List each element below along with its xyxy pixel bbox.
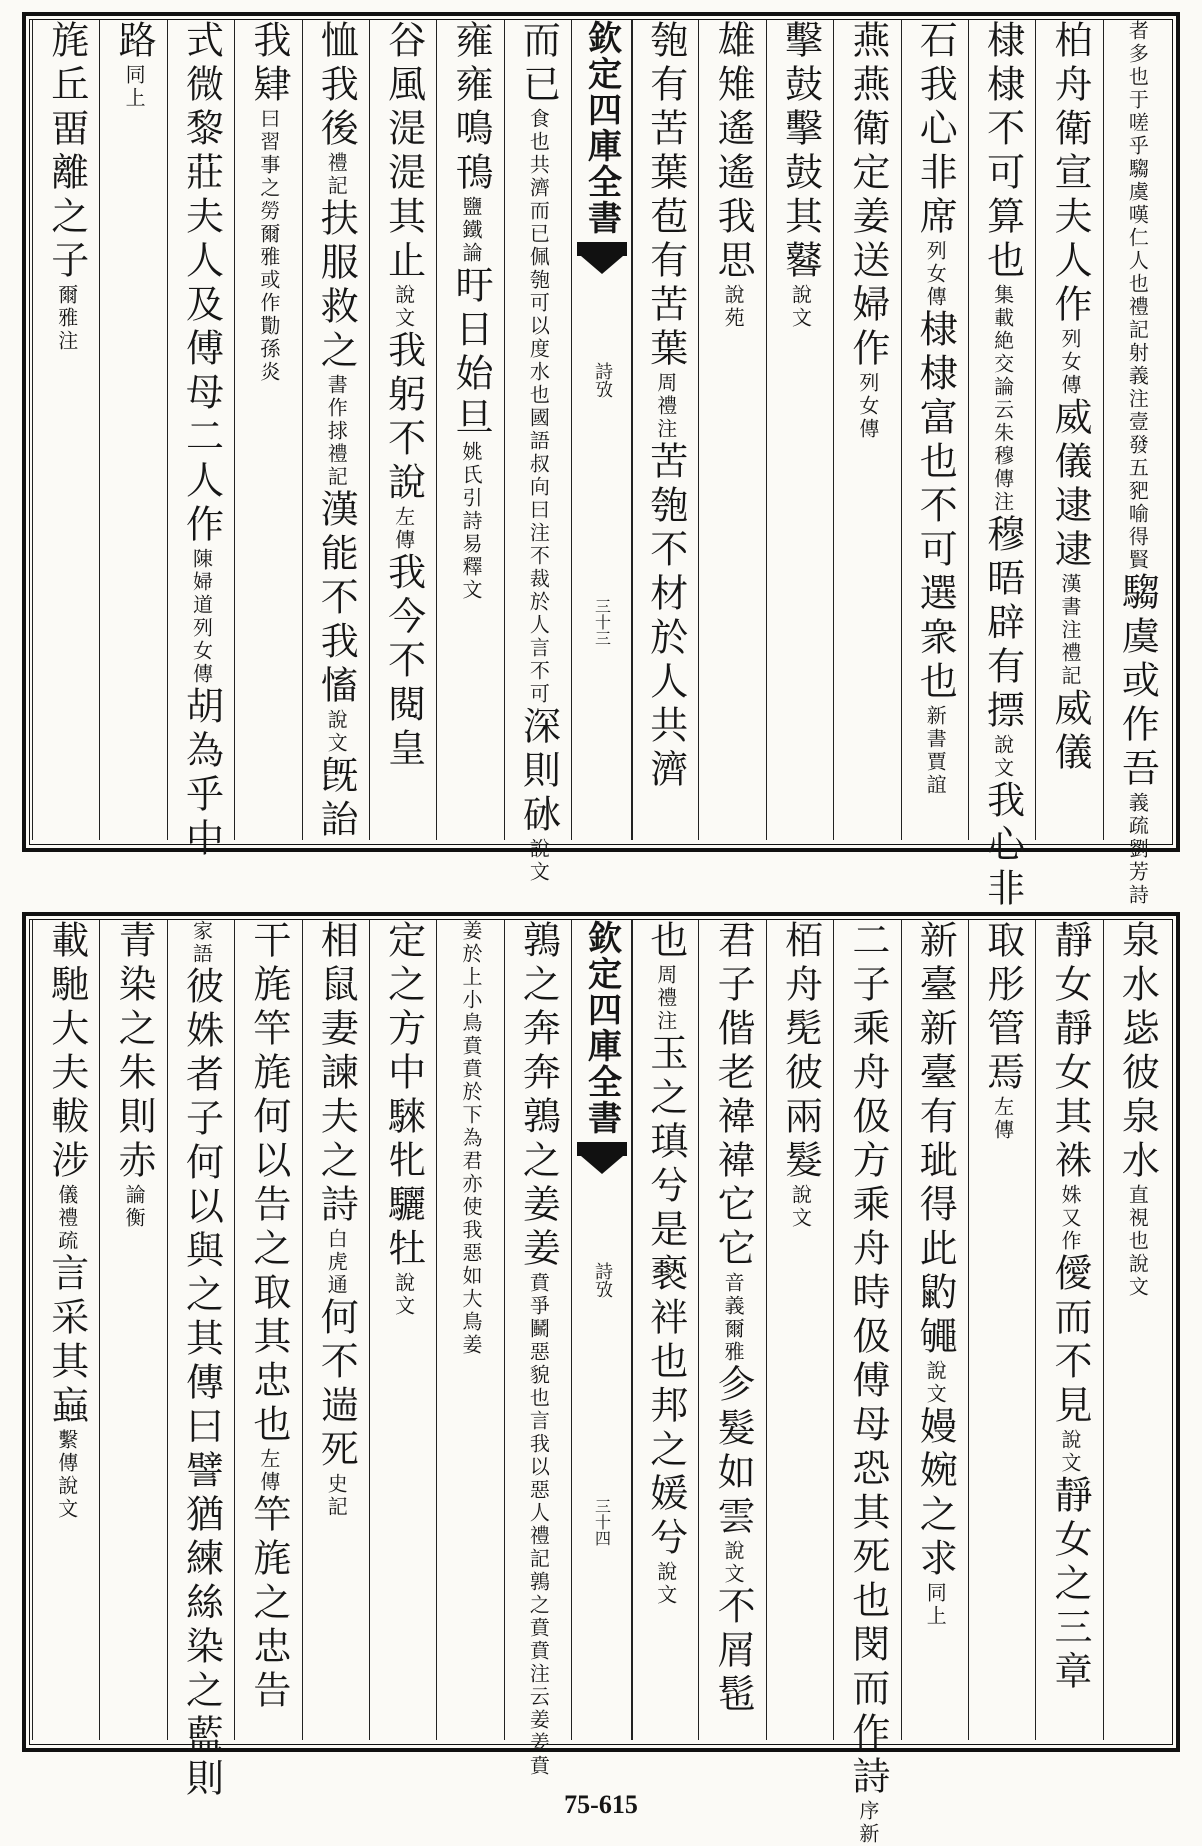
annotation-line: 禮記射義注壹發五豝喻得賢 bbox=[1125, 296, 1150, 572]
column-sequence bbox=[1047, 20, 1092, 836]
center-gutter bbox=[571, 20, 633, 840]
main-text: 新臺有玼 bbox=[913, 1008, 958, 1184]
column-sequence bbox=[179, 920, 224, 1802]
main-text: 玉之瑱兮 bbox=[643, 1033, 688, 1209]
annotation-line: 白虎通 bbox=[324, 1228, 349, 1297]
main-text: 大夫軷涉 bbox=[44, 1008, 89, 1184]
main-text: 得此䶂䵶 bbox=[913, 1184, 958, 1360]
annotation bbox=[526, 108, 551, 706]
column-sequence bbox=[643, 920, 688, 1736]
fish-tail-mark bbox=[577, 242, 627, 282]
annotation bbox=[189, 920, 214, 966]
main-text: 漢 bbox=[314, 489, 359, 533]
annotation-line: 為君亦使我惡如大鳥姜 bbox=[458, 1127, 483, 1357]
main-text: 石 bbox=[913, 20, 958, 64]
main-text: 㐱髮如雲 bbox=[711, 1364, 756, 1540]
annotation bbox=[1057, 1184, 1082, 1253]
main-text: 式微 bbox=[179, 20, 224, 108]
main-text: 湜湜其止 bbox=[381, 108, 426, 284]
annotation-line: 禮記 bbox=[324, 443, 349, 489]
annotation bbox=[189, 548, 214, 686]
main-text: 我今不閱皇 bbox=[381, 552, 426, 772]
annotation-line: 說文 bbox=[391, 284, 416, 330]
annotation-line: 義疏 bbox=[1125, 792, 1150, 838]
annotation bbox=[653, 1561, 678, 1607]
main-text: 鶉之姜姜 bbox=[516, 1096, 561, 1272]
main-text: 青染之朱則赤 bbox=[112, 920, 157, 1184]
main-text: 旄丘 bbox=[44, 20, 89, 108]
text-column bbox=[1103, 20, 1171, 907]
annotation-line: 禮記 bbox=[1057, 642, 1082, 688]
folio-number: 三十四 bbox=[592, 1498, 612, 1546]
main-text: 竿旄何以告之取其忠也 bbox=[246, 1008, 291, 1448]
annotation-line: 禮記 bbox=[324, 152, 349, 198]
main-text: 苞有苦葉 bbox=[643, 196, 688, 372]
annotation-line: 音義 bbox=[721, 1272, 746, 1318]
text-column bbox=[968, 920, 1036, 1740]
book-title: 欽定四庫全書 bbox=[581, 20, 622, 236]
column-sequence bbox=[1047, 920, 1092, 1736]
annotation-line: 說文 bbox=[391, 1272, 416, 1318]
main-text: 擊鼓 bbox=[778, 20, 823, 108]
annotation bbox=[721, 284, 746, 330]
text-column bbox=[32, 920, 100, 1740]
annotation bbox=[526, 838, 551, 884]
annotation-line: 繫傳 bbox=[54, 1429, 79, 1475]
main-text: 載馳 bbox=[44, 920, 89, 1008]
text-column bbox=[631, 20, 699, 840]
main-text: 衛宣夫人作 bbox=[1047, 108, 1092, 328]
main-text: 毖彼泉水 bbox=[1115, 1008, 1160, 1184]
annotation bbox=[855, 372, 880, 441]
annotation bbox=[324, 374, 349, 489]
annotation bbox=[923, 705, 948, 797]
main-text: 谷風 bbox=[381, 20, 426, 108]
annotation-line: 賁爭鬭惡貌也言我以惡人 bbox=[526, 1272, 551, 1525]
page-number-footer: 75-615 bbox=[564, 1790, 638, 1819]
annotation-line: 說文 bbox=[923, 1360, 948, 1406]
annotation-line: 說文 bbox=[54, 1475, 79, 1521]
main-text: 黎莊夫人及傅母二人作 bbox=[179, 108, 224, 548]
main-text: 彼姝者子何以與之其傳曰譬猶練絲染之藍則 bbox=[179, 966, 224, 1802]
annotation bbox=[721, 1272, 746, 1364]
annotation-line: 說文 bbox=[653, 1561, 678, 1607]
column-sequence bbox=[179, 20, 224, 862]
annotation-line: 序 bbox=[855, 1800, 880, 1823]
annotation-line: 書作捄 bbox=[324, 374, 349, 443]
column-sequence bbox=[516, 920, 561, 1778]
annotation bbox=[1125, 792, 1150, 907]
annotation bbox=[1125, 20, 1150, 572]
text-column bbox=[504, 920, 572, 1778]
annotation-line: 賈誼 bbox=[923, 751, 948, 797]
annotation bbox=[54, 1429, 79, 1521]
main-text: 褘褘它它 bbox=[711, 1096, 756, 1272]
annotation-line: 國語叔向曰注不裁於人言不可 bbox=[526, 407, 551, 706]
annotation bbox=[458, 196, 483, 265]
main-text: 騶虞或作吾 bbox=[1115, 572, 1160, 792]
annotation-line: 劉芳詩 bbox=[1125, 838, 1150, 907]
annotation bbox=[391, 506, 416, 552]
column-sequence bbox=[381, 920, 426, 1736]
annotation-line: 說文 bbox=[1125, 1253, 1150, 1299]
text-column bbox=[833, 20, 901, 840]
annotation-line: 漢書注 bbox=[1057, 573, 1082, 642]
annotation bbox=[1057, 1429, 1082, 1475]
text-column bbox=[766, 20, 834, 840]
annotation-line: 新 bbox=[855, 1823, 880, 1846]
main-text: 髧彼兩髮 bbox=[778, 1008, 823, 1184]
annotation-line: 直視也 bbox=[1125, 1184, 1150, 1253]
folio-number: 三十三 bbox=[592, 598, 612, 646]
annotation bbox=[990, 1096, 1015, 1142]
main-text: 我躬不說 bbox=[381, 330, 426, 506]
main-text: 泉水 bbox=[1115, 920, 1160, 1008]
main-text: 不屑髢 bbox=[711, 1586, 756, 1718]
main-text: 是褻袢也 bbox=[643, 1209, 688, 1385]
main-text: 取彤管焉 bbox=[980, 920, 1025, 1096]
column-sequence bbox=[913, 920, 958, 1736]
annotation bbox=[324, 152, 349, 198]
text-column bbox=[167, 920, 235, 1802]
annotation-line: 說文 bbox=[1057, 1429, 1082, 1475]
annotation-line: 說苑 bbox=[721, 284, 746, 330]
column-sequence bbox=[448, 20, 493, 836]
text-column bbox=[901, 920, 969, 1740]
annotation bbox=[923, 240, 948, 309]
main-text: 定之方中 bbox=[381, 920, 426, 1096]
main-text: 言采其蝱 bbox=[44, 1253, 89, 1429]
annotation bbox=[653, 372, 678, 441]
main-text: 相鼠 bbox=[314, 920, 359, 1008]
annotation-line: 周禮注 bbox=[653, 372, 678, 441]
annotation-line: 集載絶交論云 bbox=[990, 284, 1015, 422]
fish-tail-mark bbox=[577, 1142, 627, 1182]
main-text: 君子偕老 bbox=[711, 920, 756, 1096]
annotation bbox=[526, 1272, 551, 1778]
text-column bbox=[504, 20, 572, 884]
column-sequence bbox=[451, 920, 491, 1736]
annotation-line: 食也共濟而已佩匏可以度水也 bbox=[526, 108, 551, 407]
column-sequence bbox=[246, 20, 291, 836]
column-sequence bbox=[980, 20, 1025, 912]
text-column bbox=[766, 920, 834, 1740]
annotation bbox=[391, 284, 416, 330]
annotation bbox=[324, 1228, 349, 1297]
main-text: 我肄 bbox=[246, 20, 291, 108]
text-column bbox=[369, 920, 437, 1740]
column-sequence bbox=[643, 20, 688, 836]
main-text: 靜女之三章 bbox=[1047, 1475, 1092, 1695]
main-text: 燕燕 bbox=[845, 20, 890, 108]
annotation bbox=[54, 284, 79, 353]
text-column bbox=[1103, 920, 1171, 1740]
column-sequence bbox=[778, 920, 823, 1736]
annotation-line: 又作 bbox=[1057, 1207, 1082, 1253]
main-text: 路 bbox=[112, 20, 157, 64]
column-sequence bbox=[711, 20, 756, 836]
column-sequence bbox=[44, 920, 89, 1736]
main-text: 匏有苦葉 bbox=[643, 20, 688, 196]
annotation bbox=[256, 108, 281, 384]
annotation bbox=[324, 1473, 349, 1519]
main-text: 遙遙我思 bbox=[711, 108, 756, 284]
main-text: 騋牝驪牡 bbox=[381, 1096, 426, 1272]
column-sequence bbox=[980, 920, 1025, 1736]
annotation-line: 同上 bbox=[923, 1582, 948, 1628]
main-text: 鶉之奔奔 bbox=[516, 920, 561, 1096]
annotation-line: 左傳 bbox=[256, 1448, 281, 1494]
annotation-line: 史記 bbox=[324, 1473, 349, 1519]
annotation-line: 周禮注 bbox=[653, 964, 678, 1033]
text-column bbox=[302, 920, 370, 1740]
book-title: 欽定四庫全書 bbox=[581, 920, 622, 1136]
main-text: 扶服救之 bbox=[314, 198, 359, 374]
main-text: 栢舟 bbox=[778, 920, 823, 1008]
annotation-line: 鹽鐵論 bbox=[458, 196, 483, 265]
column-sequence bbox=[778, 20, 823, 836]
annotation-line: 儀禮疏 bbox=[54, 1184, 79, 1253]
column-sequence bbox=[711, 920, 756, 1736]
text-column bbox=[1035, 920, 1103, 1740]
main-text: 邦之媛兮 bbox=[643, 1385, 688, 1561]
text-column bbox=[436, 20, 504, 840]
main-text: 靜女 bbox=[1047, 920, 1092, 1008]
column-sequence bbox=[845, 920, 890, 1846]
text-column bbox=[167, 20, 235, 862]
annotation bbox=[923, 1360, 948, 1406]
main-text: 威儀 bbox=[1047, 688, 1092, 776]
column-sequence bbox=[1115, 920, 1160, 1736]
annotation bbox=[990, 734, 1015, 780]
annotation-line: 爾雅或作勩孫炎 bbox=[256, 223, 281, 384]
text-column bbox=[99, 920, 167, 1740]
main-text: 恤我後 bbox=[314, 20, 359, 152]
annotation bbox=[122, 1184, 147, 1230]
annotation-line: 說文 bbox=[721, 1540, 746, 1586]
annotation bbox=[990, 284, 1015, 514]
main-text: 棣棣富也不可選衆也 bbox=[913, 309, 958, 705]
annotation-line: 說文 bbox=[788, 284, 813, 330]
text-column bbox=[968, 20, 1036, 912]
upper-page bbox=[0, 0, 1202, 912]
column-sequence bbox=[112, 20, 157, 836]
annotation-line: 說文 bbox=[990, 734, 1015, 780]
annotation-line: 曰習事之勞 bbox=[256, 108, 281, 223]
annotation bbox=[1125, 1184, 1150, 1299]
annotation bbox=[1057, 573, 1082, 688]
annotation bbox=[458, 441, 483, 602]
main-text: 干旄 bbox=[246, 920, 291, 1008]
main-text: 妻諫夫之詩 bbox=[314, 1008, 359, 1228]
column-sequence bbox=[1115, 20, 1160, 907]
annotation bbox=[391, 1272, 416, 1318]
annotation-line: 列女傳 bbox=[923, 240, 948, 309]
text-column bbox=[631, 920, 699, 1740]
column-sequence bbox=[845, 20, 890, 836]
main-text: 也 bbox=[643, 920, 688, 964]
annotation-line: 姚氏引詩 bbox=[458, 441, 483, 533]
annotation-line: 同上 bbox=[122, 64, 147, 110]
annotation bbox=[721, 1540, 746, 1586]
annotation bbox=[458, 920, 483, 1357]
annotation-line: 者多也于嗟乎騶虞嘆仁人也 bbox=[1125, 20, 1150, 296]
annotation bbox=[788, 284, 813, 330]
main-text: 雄雉 bbox=[711, 20, 756, 108]
main-text: 僾而不見 bbox=[1047, 1253, 1092, 1429]
main-text: 伋方乘舟時伋傅母恐其死也閔而作詩 bbox=[845, 1096, 890, 1800]
main-text: 嫚婉之求 bbox=[913, 1406, 958, 1582]
main-text: 威儀逮逮 bbox=[1047, 397, 1092, 573]
annotation-line: 家語 bbox=[189, 920, 214, 966]
annotation-line: 姜於上小鳥賁賁於下 bbox=[458, 920, 483, 1127]
annotation bbox=[1057, 328, 1082, 397]
annotation-line: 陳婦道 bbox=[189, 548, 214, 617]
annotation-line: 論衡 bbox=[122, 1184, 147, 1230]
text-column bbox=[1035, 20, 1103, 840]
annotation-line: 朱穆傳注 bbox=[990, 422, 1015, 514]
annotation-line: 說文 bbox=[788, 1184, 813, 1230]
main-text: 柏舟 bbox=[1047, 20, 1092, 108]
main-text: 擊鼓其鼛 bbox=[778, 108, 823, 284]
text-column bbox=[901, 20, 969, 840]
main-text: 棣棣不可算也 bbox=[980, 20, 1025, 284]
main-text: 深則砅 bbox=[516, 706, 561, 838]
annotation-line: 禮記鶉之賁賁注云姜姜賁 bbox=[526, 1525, 551, 1778]
text-column bbox=[32, 20, 100, 840]
main-text: 旴日始旦 bbox=[448, 265, 493, 441]
annotation bbox=[54, 1184, 79, 1253]
main-text: 何不遄死 bbox=[314, 1297, 359, 1473]
section-title: 詩攷 bbox=[592, 1262, 613, 1298]
main-text: 穆 bbox=[980, 514, 1025, 558]
main-text: 我心非席 bbox=[913, 64, 958, 240]
main-text: 旣詒 bbox=[314, 755, 359, 843]
annotation-line: 爾雅注 bbox=[54, 284, 79, 353]
column-sequence bbox=[314, 20, 359, 843]
column-sequence bbox=[246, 920, 291, 1736]
annotation bbox=[122, 64, 147, 110]
main-text: 晤辟有摽 bbox=[980, 558, 1025, 734]
text-column bbox=[234, 20, 302, 840]
text-column bbox=[698, 920, 766, 1740]
main-text: 新臺 bbox=[913, 920, 958, 1008]
text-column bbox=[302, 20, 370, 843]
center-gutter bbox=[571, 920, 633, 1740]
main-text: 而已 bbox=[516, 20, 561, 108]
annotation-line: 說文 bbox=[324, 709, 349, 755]
column-sequence bbox=[516, 20, 561, 884]
main-text: 靜女其袾 bbox=[1047, 1008, 1092, 1184]
text-column bbox=[99, 20, 167, 840]
annotation bbox=[923, 1582, 948, 1628]
annotation-line: 姝 bbox=[1057, 1184, 1082, 1207]
annotation-line: 易釋文 bbox=[458, 533, 483, 602]
annotation-line: 列女傳 bbox=[189, 617, 214, 686]
main-text: 畱離之子 bbox=[44, 108, 89, 284]
annotation bbox=[653, 964, 678, 1033]
annotation bbox=[324, 709, 349, 755]
column-sequence bbox=[44, 20, 89, 836]
text-column bbox=[833, 920, 901, 1846]
main-text: 竿旄之忠告 bbox=[246, 1494, 291, 1714]
main-text: 衛定姜送婦作 bbox=[845, 108, 890, 372]
text-column bbox=[698, 20, 766, 840]
section-title: 詩攷 bbox=[592, 362, 613, 398]
annotation-line: 左傳 bbox=[391, 506, 416, 552]
main-text: 苦匏不材於人共濟 bbox=[643, 441, 688, 793]
column-sequence bbox=[112, 920, 157, 1736]
main-text: 能不我慉 bbox=[314, 533, 359, 709]
main-text: 胡為乎中 bbox=[179, 686, 224, 862]
main-text: 二子乘舟 bbox=[845, 920, 890, 1096]
column-sequence bbox=[381, 20, 426, 836]
annotation-line: 左傳 bbox=[990, 1096, 1015, 1142]
annotation-line: 新書 bbox=[923, 705, 948, 751]
text-column bbox=[436, 920, 504, 1740]
annotation bbox=[256, 1448, 281, 1494]
text-column bbox=[234, 920, 302, 1740]
annotation bbox=[788, 1184, 813, 1230]
main-text: 雍雍鳴鳱 bbox=[448, 20, 493, 196]
annotation-line: 說文 bbox=[526, 838, 551, 884]
main-text: 我心非 bbox=[980, 780, 1025, 912]
text-column bbox=[369, 20, 437, 840]
annotation-line: 爾雅 bbox=[721, 1318, 746, 1364]
annotation-line: 列女傳 bbox=[1057, 328, 1082, 397]
column-sequence bbox=[314, 920, 359, 1736]
column-sequence bbox=[913, 20, 958, 836]
annotation-line: 列女傳 bbox=[855, 372, 880, 441]
